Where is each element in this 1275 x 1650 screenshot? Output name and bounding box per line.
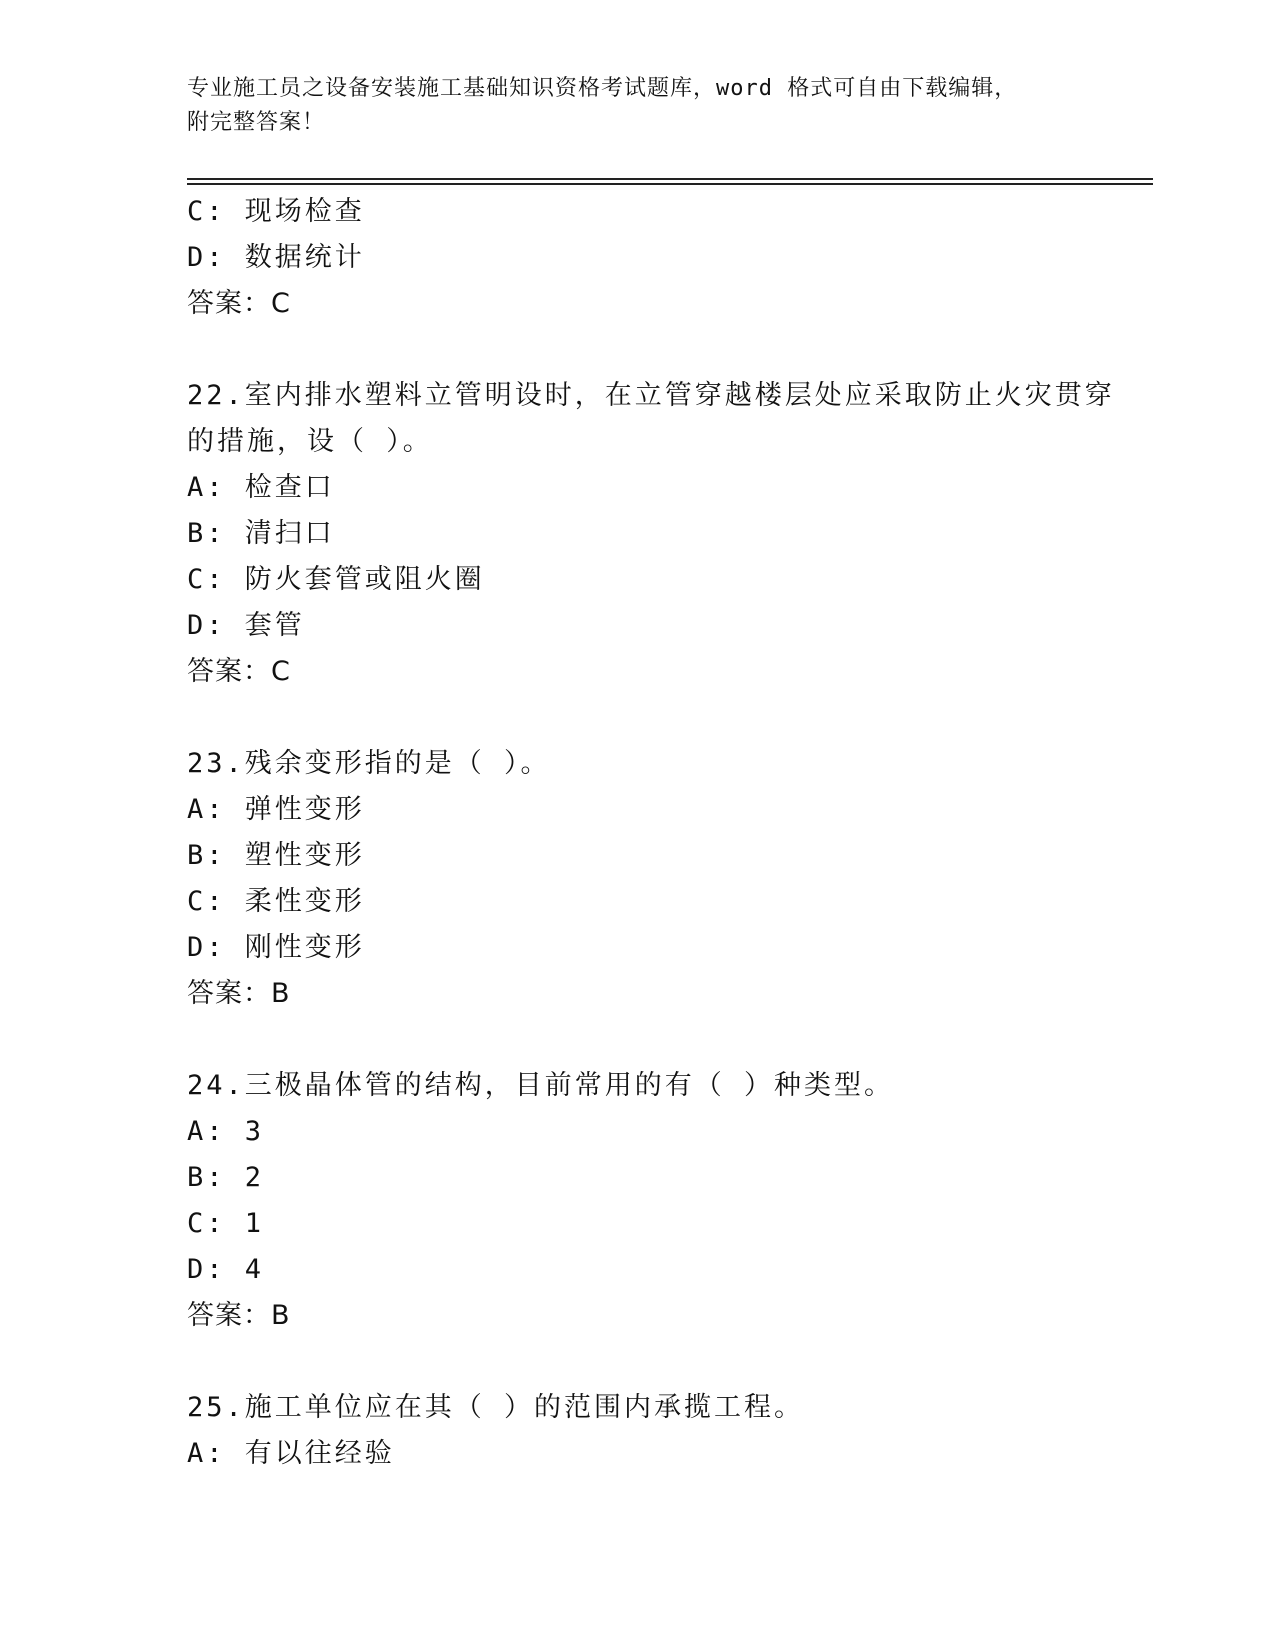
option-d: D: 数据统计 bbox=[187, 242, 365, 273]
question-stem: 23.残余变形指的是（ ）。 bbox=[187, 748, 551, 779]
document-header bbox=[187, 72, 1087, 140]
option-b: B: 塑性变形 bbox=[187, 840, 365, 871]
option-d: D: 套管 bbox=[187, 610, 305, 641]
option-c: C: 柔性变形 bbox=[187, 886, 365, 917]
question-22 bbox=[187, 373, 1115, 695]
answer: 答案：B bbox=[187, 1300, 291, 1331]
question-stem-continued: 的措施，设（ ）。 bbox=[187, 426, 433, 457]
header-divider-top bbox=[187, 178, 1153, 180]
question-stem: 25.施工单位应在其（ ）的范围内承揽工程。 bbox=[187, 1392, 805, 1423]
question-stem: 22.室内排水塑料立管明设时，在立管穿越楼层处应采取防止火灾贯穿 bbox=[187, 380, 1115, 411]
spacer bbox=[187, 695, 1087, 741]
option-a: A: 弹性变形 bbox=[187, 794, 365, 825]
question-23 bbox=[187, 741, 1087, 1017]
question-21-tail bbox=[187, 189, 1087, 327]
question-24 bbox=[187, 1063, 1087, 1339]
header-line-2: 附完整答案！ bbox=[187, 110, 326, 135]
option-a: A: 3 bbox=[187, 1116, 265, 1147]
option-b: B: 2 bbox=[187, 1162, 265, 1193]
header-divider-bottom bbox=[187, 183, 1153, 185]
header-line-1: 专业施工员之设备安装施工基础知识资格考试题库，word 格式可自由下载编辑， bbox=[187, 76, 1018, 101]
option-a: A: 检查口 bbox=[187, 472, 335, 503]
answer: 答案：C bbox=[187, 288, 291, 319]
answer: 答案：C bbox=[187, 656, 291, 687]
question-25 bbox=[187, 1385, 1087, 1477]
option-d: D: 刚性变形 bbox=[187, 932, 365, 963]
option-c: C: 1 bbox=[187, 1208, 265, 1239]
option-b: B: 清扫口 bbox=[187, 518, 335, 549]
question-list bbox=[187, 189, 1115, 1477]
spacer bbox=[187, 327, 1087, 373]
option-d: D: 4 bbox=[187, 1254, 265, 1285]
question-stem: 24.三极晶体管的结构，目前常用的有（ ）种类型。 bbox=[187, 1070, 895, 1101]
spacer bbox=[187, 1339, 1087, 1385]
option-c: C: 现场检查 bbox=[187, 196, 365, 227]
option-a: A: 有以往经验 bbox=[187, 1438, 395, 1469]
option-c: C: 防火套管或阻火圈 bbox=[187, 564, 485, 595]
spacer bbox=[187, 1017, 1087, 1063]
answer: 答案：B bbox=[187, 978, 291, 1009]
